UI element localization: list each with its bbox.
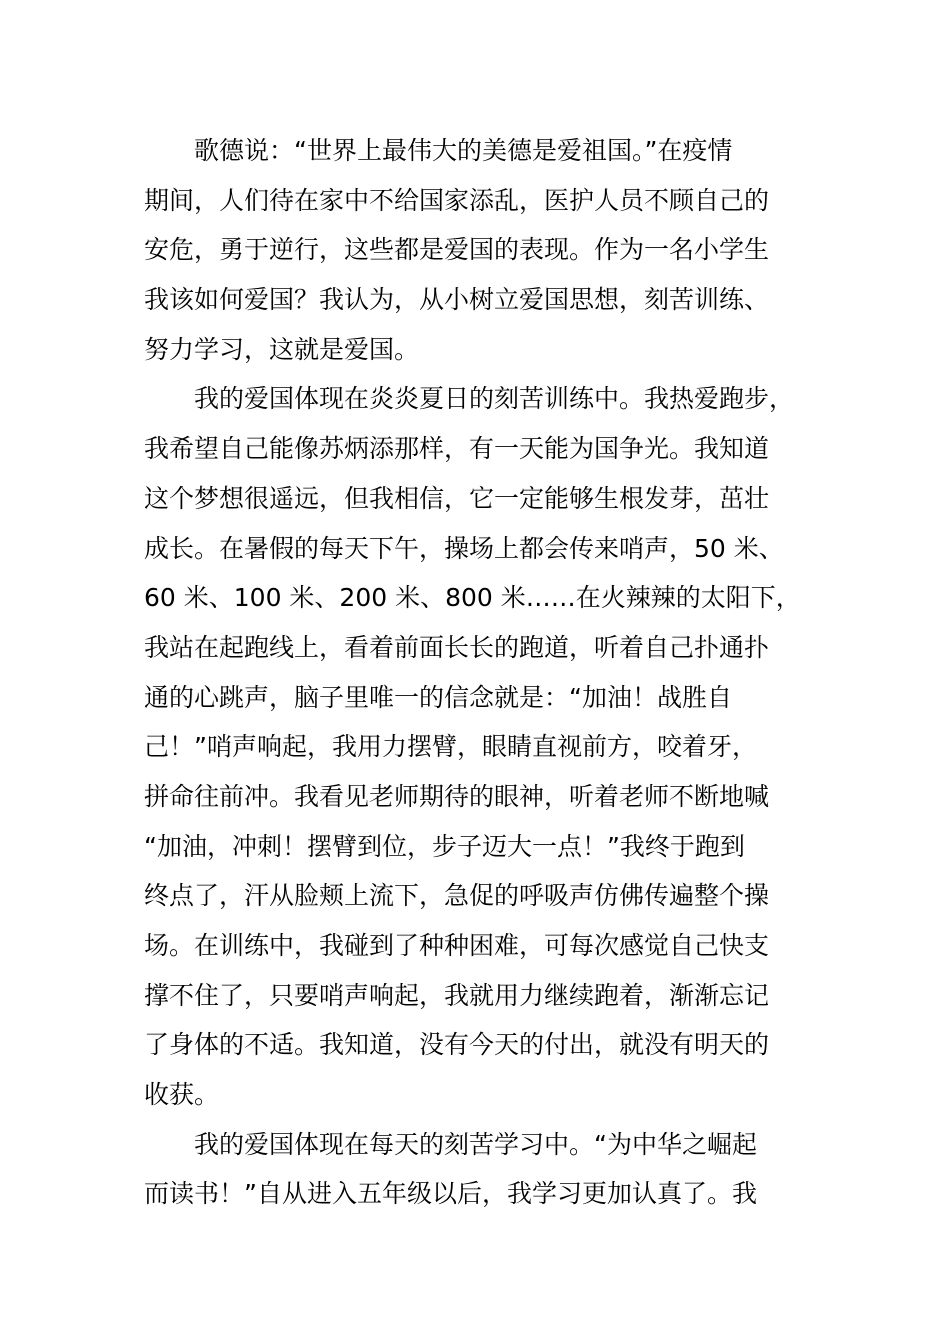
text-line: 歌德说：“世界上最伟大的美德是爱祖国。”在疫情 xyxy=(194,136,733,165)
text-line: 了身体的不适。我知道，没有今天的付出，就没有明天的 xyxy=(144,1030,770,1060)
text-line: 场。在训练中，我碰到了种种困难，可每次感觉自己快支 xyxy=(144,931,770,960)
text-line: 努力学习，这就是爱国。 xyxy=(144,334,420,364)
text-line: 通的心跳声，脑子里唯一的信念就是：“加油！战胜自 xyxy=(144,682,732,712)
text-line: 成长。在暑假的每天下午，操场上都会传来哨声，50 米、 xyxy=(144,533,784,563)
text-line: 我的爱国体现在每天的刻苦学习中。“为中华之崛起 xyxy=(194,1129,757,1159)
text-line: 我站在起跑线上，看着前面长长的跑道，听着自己扑通扑 xyxy=(144,632,770,662)
text-line: 我该如何爱国？我认为，从小树立爱国思想，刻苦训练、 xyxy=(144,285,770,315)
text-line: 期间，人们待在家中不给国家添乱，医护人员不顾自己的 xyxy=(144,185,770,215)
text-line: 我希望自己能像苏炳添那样，有一天能为国争光。我知道 xyxy=(144,434,770,464)
text-line: 收获。 xyxy=(144,1080,220,1110)
text-line: 终点了，汗从脸颊上流下，急促的呼吸声仿佛传遍整个操 xyxy=(144,881,770,911)
text-line: 拼命往前冲。我看见老师期待的眼神，听着老师不断地喊 xyxy=(144,781,770,811)
text-line: 己！”哨声响起，我用力摆臂，眼睛直视前方，咬着牙， xyxy=(144,732,757,762)
text-line: “加油，冲刺！摆臂到位，步子迈大一点！”我终于跑到 xyxy=(144,831,745,861)
text-line: 60 米、100 米、200 米、800 米……在火辣辣的太阳下， xyxy=(144,583,801,613)
text-line: 而读书！”自从进入五年级以后，我学习更加认真了。我 xyxy=(144,1179,757,1209)
text-line: 撑不住了，只要哨声响起，我就用力继续跑着，渐渐忘记 xyxy=(144,980,770,1010)
essay-body xyxy=(144,126,824,1219)
text-line: 这个梦想很遥远，但我相信，它一定能够生根发芽，茁壮 xyxy=(144,483,770,513)
text-line: 我的爱国体现在炎炎夏日的刻苦训练中。我热爱跑步， xyxy=(194,384,795,414)
text-line: 安危，勇于逆行，这些都是爱国的表现。作为一名小学生 xyxy=(144,235,770,265)
